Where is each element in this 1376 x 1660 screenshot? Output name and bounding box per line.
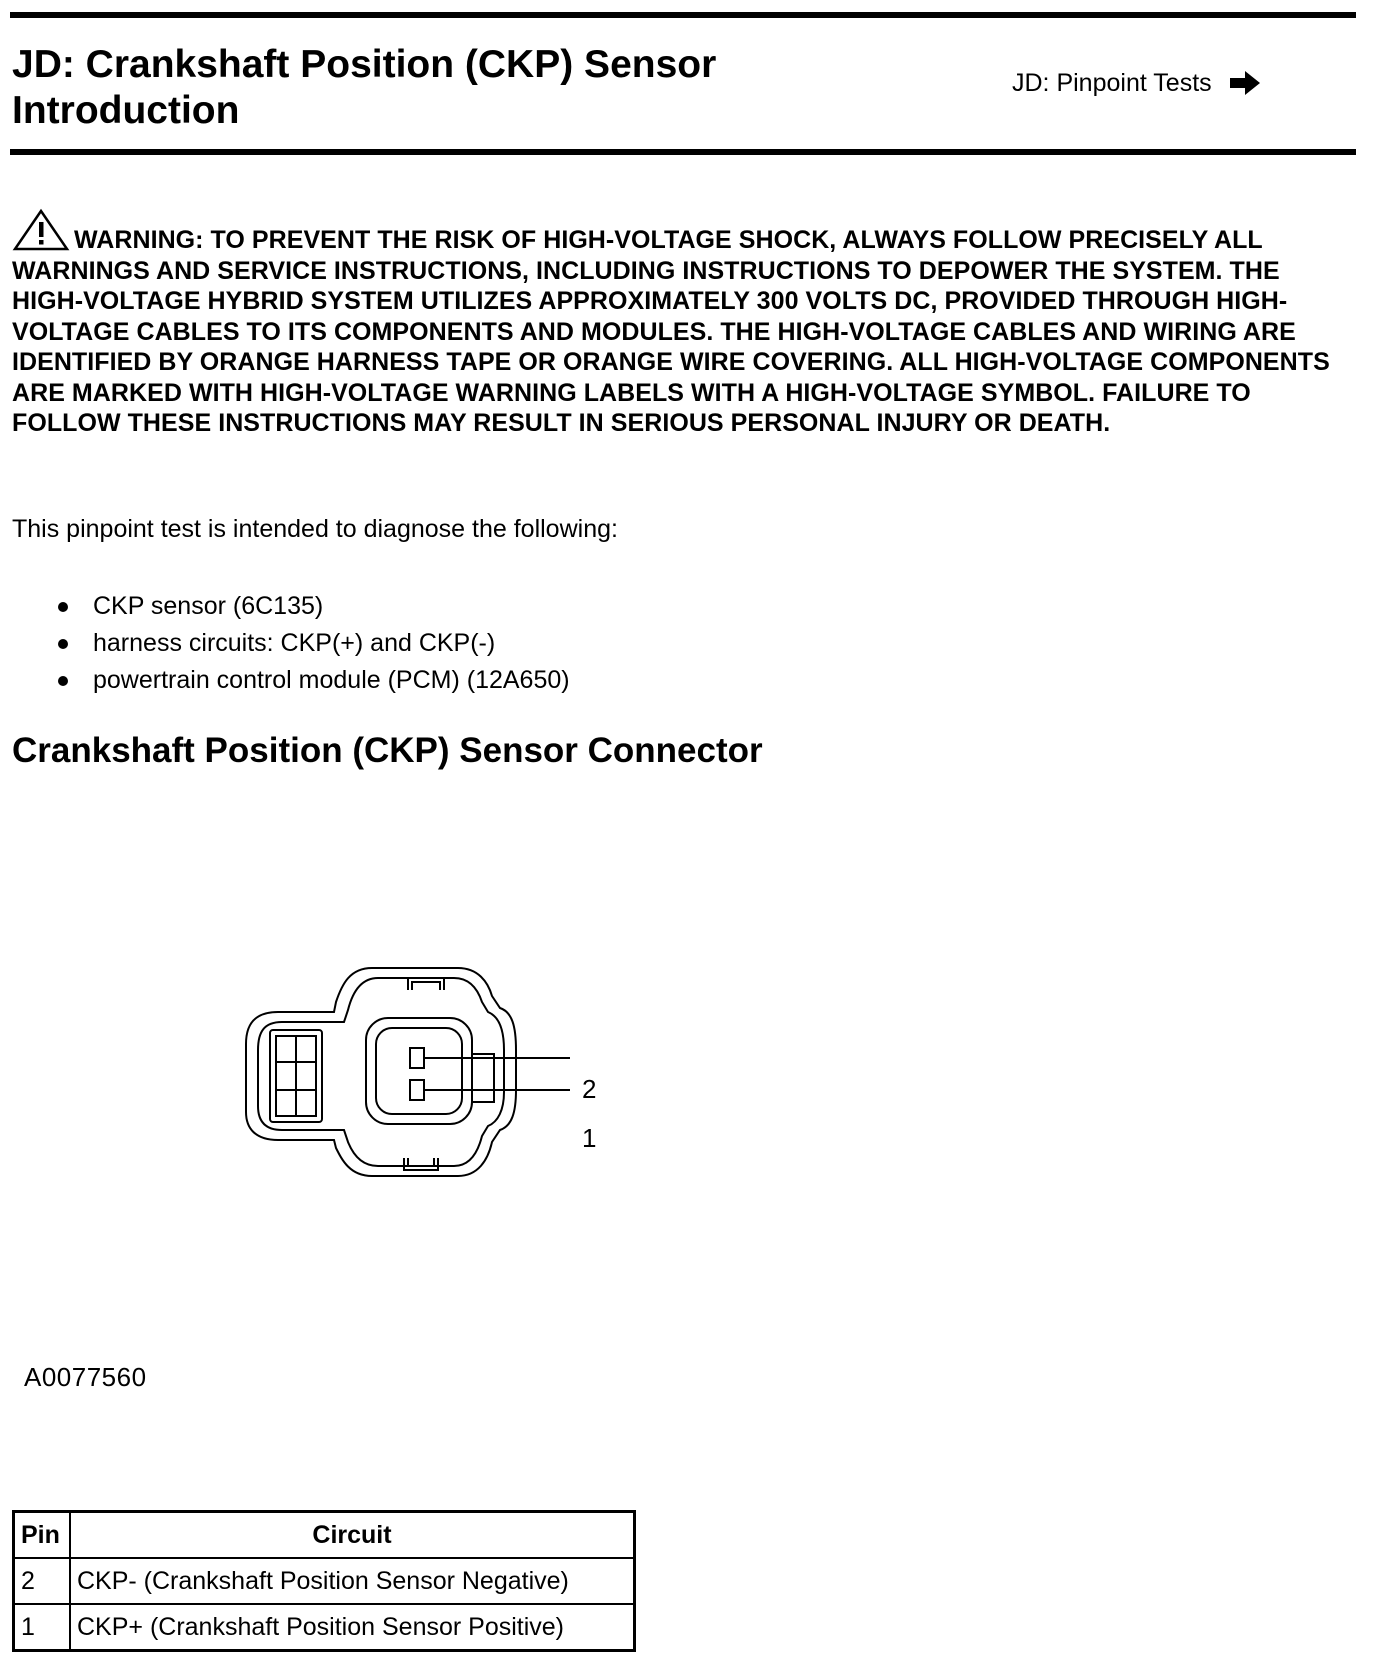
pinpoint-tests-link-label: JD: Pinpoint Tests — [1012, 69, 1212, 97]
bullet-icon — [58, 639, 68, 649]
pin-circuit-table — [12, 1510, 636, 1652]
connector-top-key — [408, 978, 444, 990]
list-item-text: CKP sensor (6C135) — [93, 592, 324, 620]
list-item — [58, 588, 570, 625]
connector-diagram — [230, 960, 610, 1240]
circuit-cell: CKP+ (Crankshaft Position Sensor Positive) — [70, 1604, 635, 1651]
intro-text: This pinpoint test is intended to diagnose the following: — [12, 515, 618, 543]
diagnose-list — [58, 588, 570, 699]
page-title-line2: Introduction — [12, 89, 240, 132]
table-row — [14, 1604, 635, 1651]
connector-bottom-key — [404, 1158, 438, 1170]
pin-cell: 2 — [14, 1558, 71, 1604]
arrow-right-icon — [1228, 69, 1262, 97]
table-header-row — [14, 1512, 635, 1559]
pin-1-terminal — [410, 1080, 424, 1100]
warning-triangle-icon — [12, 208, 70, 252]
pin-2-terminal — [410, 1048, 424, 1068]
warning-text: WARNING: TO PREVENT THE RISK OF HIGH-VOLTAGE SHOCK, ALWAYS FOLLOW PRECISELY ALL WARNINGS AND SERVICE INSTRUCTIONS, INCLUDING INSTRUCTIONS TO DEPOWER THE SYSTEM. THE HIGH-VOLTAGE HYBRID SYSTEM UTILIZES APPROXIMATELY 300 VOLTS DC, PROVIDED THROUGH HIGH-VOLTAGE CABLES TO ITS COMPONENTS AND MODULES. THE HIGH-VOLTAGE CABLES AND WIRING ARE IDENTIFIED BY ORANGE HARNESS TAPE OR ORANGE WIRE COVERING. ALL HIGH-VOLTAGE COMPONENTS ARE MARKED WITH HIGH-VOLTAGE WARNING LABELS WITH A HIGH-VOLTAGE SYMBOL. FAILURE TO FOLLOW THESE INSTRUCTIONS MAY RESULT IN SERIOUS PERSONAL INJURY OR DEATH. — [12, 226, 1330, 437]
circuit-cell: CKP- (Crankshaft Position Sensor Negative) — [70, 1558, 635, 1604]
list-item-text: harness circuits: CKP(+) and CKP(-) — [93, 629, 496, 657]
list-item — [58, 662, 570, 699]
pin-1-callout: 1 — [582, 1123, 597, 1153]
table-row — [14, 1558, 635, 1604]
header-bottom-rule — [10, 149, 1356, 155]
connector-heading: Crankshaft Position (CKP) Sensor Connector — [12, 731, 763, 770]
pinpoint-tests-link[interactable] — [1012, 68, 1262, 98]
pin-cell: 1 — [14, 1604, 71, 1651]
connector-pin-cavity — [366, 1018, 472, 1124]
page-title — [12, 42, 912, 134]
figure-id: A0077560 — [24, 1362, 147, 1392]
bullet-icon — [58, 602, 68, 612]
connector-outer-housing — [246, 968, 516, 1176]
list-item — [58, 625, 570, 662]
pin-2-callout: 2 — [582, 1074, 597, 1104]
connector-drawing — [230, 960, 610, 1240]
column-header-pin: Pin — [14, 1512, 71, 1559]
page-title-line1: JD: Crankshaft Position (CKP) Sensor — [12, 43, 717, 86]
list-item-text: powertrain control module (PCM) (12A650) — [93, 666, 570, 694]
high-voltage-warning — [12, 208, 1352, 439]
column-header-circuit: Circuit — [70, 1512, 635, 1559]
bullet-icon — [58, 676, 68, 686]
connector-inner-housing — [258, 978, 504, 1166]
header-top-rule — [10, 12, 1356, 18]
